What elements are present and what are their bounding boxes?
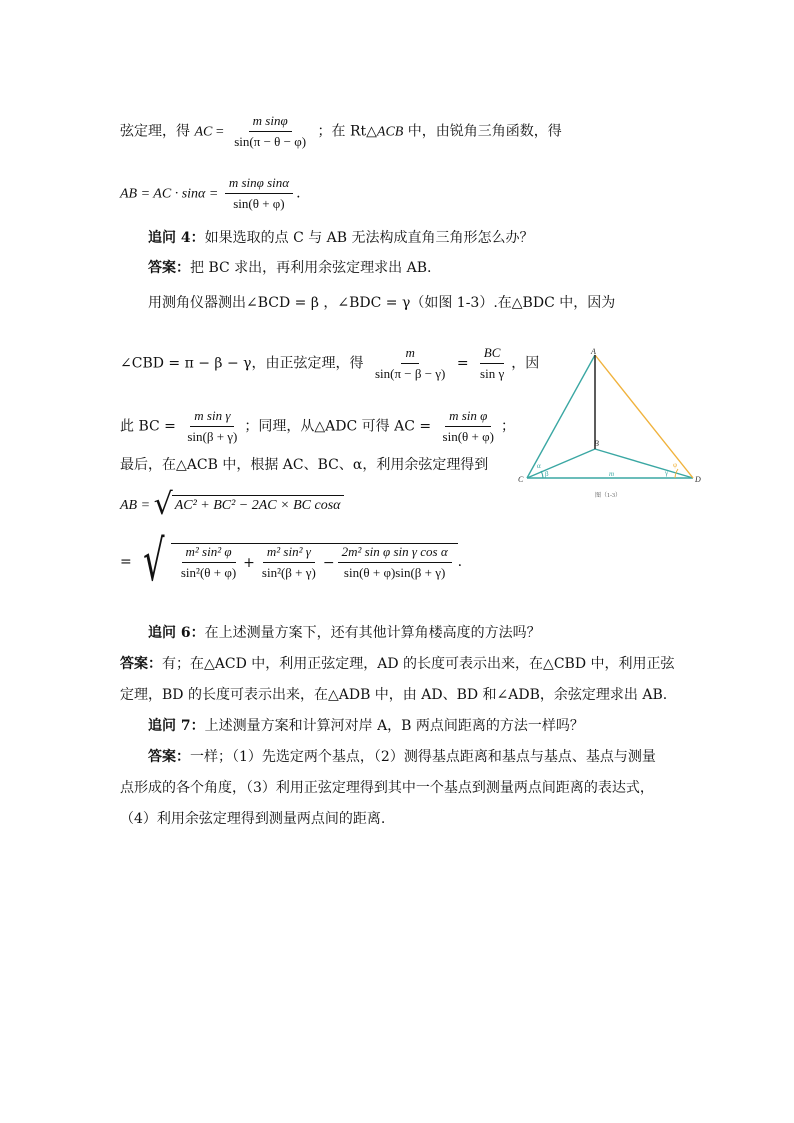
q7-label: 追问 7：: [148, 718, 205, 734]
l5-text: 用测角仪器测出∠BCD = β ，∠BDC = γ（如图 1-3）.在△BDC 中，因为: [148, 295, 616, 311]
l9-radicand: AC² + BC² − 2AC × BC cosα: [172, 495, 344, 516]
l6-num2: BC: [480, 345, 505, 364]
q6-label: 追问 6：: [148, 625, 205, 641]
l1-prefix: 弦定理，得: [120, 123, 195, 140]
l10-n3: 2m² sin φ sin γ cos α: [338, 544, 452, 563]
l10-frac-3: [338, 544, 452, 581]
l6-eq: =: [452, 355, 474, 372]
l2-end: .: [296, 185, 301, 202]
label-a: A: [591, 347, 596, 356]
a6-label: 答案：: [120, 656, 162, 672]
q4-label: 追问 4：: [148, 230, 205, 246]
a6-text2: 定理，BD 的长度可表示出来，在△ADB 中，由 AD、BD 和∠ADB，余弦定理求出 AB.: [120, 687, 668, 703]
a4-label: 答案：: [148, 260, 190, 276]
l6-fraction-2: [476, 345, 508, 382]
text-line-8: [120, 455, 488, 475]
l7-fraction-2: [439, 408, 498, 445]
l8-text: 最后，在△ACB 中，根据 AC、BC、α，利用余弦定理得到: [120, 457, 489, 473]
question-4: [148, 228, 534, 248]
l7-den1: sin(β + γ): [187, 429, 238, 444]
label-b: B: [594, 439, 599, 448]
edge-ad: [595, 355, 693, 478]
text-line-1: [120, 113, 562, 150]
edge-ca: [527, 355, 595, 478]
question-6: [148, 623, 541, 643]
l10-frac-2: [258, 544, 320, 581]
l1-den: sin(π − θ − φ): [234, 134, 307, 149]
l10-op2: −: [322, 554, 335, 571]
l6-lhs: ∠CBD = π − β − γ，由正弦定理，得: [120, 355, 368, 372]
figure-caption: 图（1-3）: [595, 493, 621, 499]
answer-6-line-2: [120, 685, 667, 705]
l10-radicand: [171, 543, 458, 581]
root-symbol-large: √: [143, 529, 165, 594]
answer-7-line-2: [120, 778, 654, 798]
l9-lhs: AB =: [120, 498, 154, 513]
l10-d2: sin²(β + γ): [261, 565, 316, 580]
l1-ac: AC: [194, 124, 213, 140]
l2-den: sin(θ + φ): [233, 196, 285, 211]
q7-text: 上述测量方案和计算河对岸 A，B 两点间距离的方法一样吗？: [204, 718, 584, 734]
formula-ab-expanded: [120, 529, 463, 594]
formula-cbd: [120, 345, 539, 382]
l6-num1: m: [401, 345, 418, 364]
answer-4: [148, 258, 431, 278]
l2-lhs: AB = AC · sinα =: [120, 186, 222, 202]
a6-text1: 有；在△ACD 中，利用正弦定理，AD 的长度可表示出来，在△CBD 中，利用正弦: [162, 656, 675, 672]
l10-n2: m² sin² γ: [263, 544, 315, 563]
formula-ab-cosine: [120, 487, 344, 522]
label-m: m: [609, 470, 615, 478]
answer-7-line-3: [120, 809, 385, 829]
a7-text3: （4）利用余弦定理得到测量两点间的距离.: [120, 811, 386, 827]
l10-frac-1: [177, 544, 240, 581]
label-phi: φ: [673, 461, 678, 469]
label-c: C: [518, 475, 524, 484]
l7-end: ；: [500, 418, 515, 435]
l1-num: m sinφ: [249, 113, 292, 132]
l7-den2: sin(θ + φ): [442, 429, 494, 444]
l1-suffix: 中，由锐角三角函数，得: [403, 123, 562, 140]
root-symbol: √: [153, 487, 173, 522]
l10-d1: sin²(θ + φ): [180, 565, 237, 580]
a7-text2: 点形成的各个角度，（3）利用正弦定理得到其中一个基点到测量两点间距离的表达式，: [120, 780, 654, 796]
l7-prefix: 此 BC =: [120, 418, 181, 435]
l1-eq: =: [212, 124, 228, 140]
l6-fraction-1: [371, 345, 449, 382]
formula-bc-ac: [120, 408, 515, 445]
l6-den2: sin γ: [480, 366, 505, 381]
q4-text: 如果选取的点 C 与 AB 无法构成直角三角形怎么办？: [204, 230, 534, 246]
figure-1-3: [515, 345, 705, 505]
question-7: [148, 716, 584, 736]
l1-mid: ；在 Rt△: [317, 123, 377, 140]
l6-end: ，因: [511, 355, 540, 372]
sqrt-2: [136, 529, 457, 594]
l7-num1: m sin γ: [190, 408, 234, 427]
label-beta: β: [545, 470, 549, 478]
l2-fraction: [225, 175, 293, 212]
l2-num: m sinφ sinα: [225, 175, 293, 194]
l10-eq: =: [120, 554, 137, 570]
label-d: D: [695, 475, 701, 484]
l10-end: .: [457, 554, 463, 570]
label-alpha: α: [537, 462, 541, 470]
l10-n1: m² sin² φ: [182, 544, 236, 563]
l7-fraction-1: [183, 408, 241, 445]
label-gamma: γ: [665, 469, 669, 477]
l10-d3: sin(θ + φ)sin(β + γ): [343, 565, 446, 580]
formula-ab-ac: [120, 175, 301, 212]
l7-mid: ；同理，从△ADC 可得 AC =: [244, 418, 436, 435]
sqrt-1: [153, 487, 344, 522]
l1-fraction: [230, 113, 310, 150]
a4-text: 把 BC 求出，再利用余弦定理求出 AB.: [190, 260, 432, 276]
l10-op1: +: [243, 554, 255, 571]
l6-den1: sin(π − β − γ): [374, 366, 446, 381]
q6-text: 在上述测量方案下，还有其他计算角楼高度的方法吗？: [204, 625, 541, 641]
answer-6-line-1: [120, 654, 675, 674]
text-line-5: [148, 293, 615, 313]
answer-7-line-1: [148, 747, 656, 767]
a7-text1: 一样；（1）先选定两个基点，（2）测得基点距离和基点与基点、基点与测量: [190, 749, 656, 765]
a7-label: 答案：: [148, 749, 190, 765]
l7-num2: m sin φ: [445, 408, 491, 427]
l1-acb: ACB: [376, 124, 404, 140]
